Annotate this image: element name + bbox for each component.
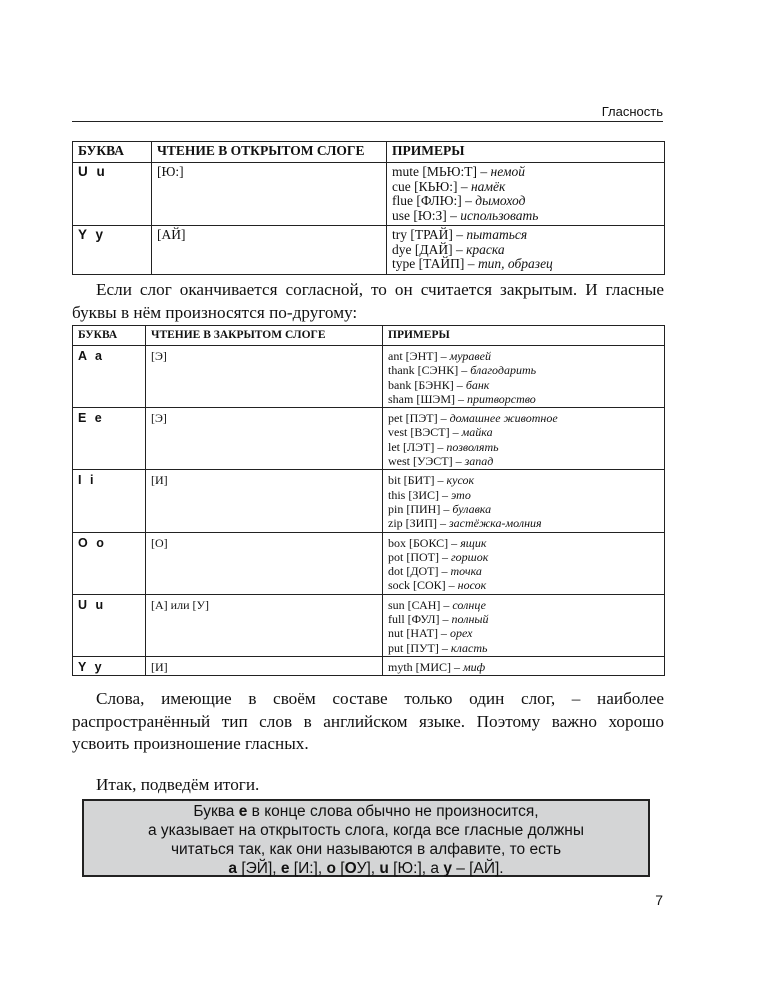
example-line xyxy=(388,564,659,578)
example-translation: притворство xyxy=(467,391,536,406)
example-translation: немой xyxy=(490,164,525,179)
open-syllable-table xyxy=(72,141,665,275)
example-word: use [Ю:З] – xyxy=(392,207,457,223)
example-word: vest [ВЭСТ] – xyxy=(388,425,459,440)
example-line xyxy=(388,516,659,530)
example-translation: благодарить xyxy=(470,363,537,378)
vowel-letter-highlight: e xyxy=(280,860,290,877)
example-word: myth [МИС] – xyxy=(388,659,460,674)
rule-text-segment: – [АЙ]. xyxy=(451,860,504,877)
example-translation: носок xyxy=(457,578,487,593)
example-word: pet [ПЭТ] – xyxy=(388,411,447,426)
page-number: 7 xyxy=(655,892,663,908)
rule-text-segment: У], xyxy=(356,860,380,877)
example-word: pin [ПИН] – xyxy=(388,501,450,516)
reading-cell: [Э] xyxy=(146,408,383,470)
example-translation: точка xyxy=(450,564,482,579)
table-row xyxy=(73,408,665,470)
closed-syllable-table xyxy=(72,325,665,676)
rule-line-4 xyxy=(84,859,648,878)
example-translation: краска xyxy=(466,241,505,257)
example-line xyxy=(388,612,659,626)
letter-cell: I i xyxy=(73,470,146,532)
example-translation: полный xyxy=(451,612,489,627)
paragraph-closed-syllable-intro: Если слог оканчивается согласной, то он считается закрытым. И гласные буквы в нём произносятся по-другому: xyxy=(72,280,664,322)
reading-cell: [И] xyxy=(146,656,383,675)
example-line xyxy=(388,392,659,406)
table-row xyxy=(73,163,665,226)
example-word: bit [БИТ] – xyxy=(388,473,444,488)
examples-cell xyxy=(387,226,665,275)
example-word: sham [ШЭМ] – xyxy=(388,391,465,406)
example-translation: миф xyxy=(463,659,486,674)
table-row xyxy=(73,226,665,275)
reading-cell: [АЙ] xyxy=(152,226,387,275)
rule-line-1: Буква e в конце слова обычно не произносится, xyxy=(193,803,539,820)
letter-cell: O o xyxy=(73,532,146,594)
example-word: sock [СОК] – xyxy=(388,578,455,593)
example-word: nut [НАТ] – xyxy=(388,626,447,641)
vowel-letter-highlight: o xyxy=(326,860,336,877)
table-header-row xyxy=(73,326,665,346)
example-translation: булавка xyxy=(452,501,492,516)
example-line xyxy=(392,257,659,272)
reading-cell: [А] или [У] xyxy=(146,594,383,656)
example-translation: намёк xyxy=(470,178,506,194)
example-translation: застёжка-молния xyxy=(449,516,542,531)
example-word: sun [САН] – xyxy=(388,597,450,612)
rule-text-segment: [И:], xyxy=(289,860,327,877)
example-word: cue [КЬЮ:] – xyxy=(392,178,468,194)
letter-cell: A a xyxy=(73,346,146,408)
table-header-row xyxy=(73,142,665,163)
letter-cell: U u xyxy=(73,594,146,656)
table-row xyxy=(73,470,665,532)
example-word: type [ТАЙП] – xyxy=(392,256,475,271)
example-line xyxy=(392,194,659,209)
example-line xyxy=(388,440,659,454)
example-word: dot [ДОТ] – xyxy=(388,564,448,579)
example-line xyxy=(392,165,659,180)
example-line xyxy=(388,578,659,592)
example-translation: использовать xyxy=(460,207,539,223)
example-line xyxy=(388,425,659,439)
example-word: full [ФУЛ] – xyxy=(388,612,449,627)
column-header-letter: БУКВА xyxy=(73,326,146,346)
example-translation: пытаться xyxy=(466,227,528,242)
example-line xyxy=(388,626,659,640)
example-line xyxy=(388,363,659,377)
example-translation: дымоход xyxy=(475,193,526,208)
example-line xyxy=(388,488,659,502)
running-head: Гласность xyxy=(601,104,663,119)
reading-cell: [Э] xyxy=(146,346,383,408)
rule-line-3: читаться так, как они называются в алфавите, то есть xyxy=(170,841,562,858)
table-row xyxy=(73,346,665,408)
paragraph-summary-intro: Итак, подведём итоги. xyxy=(96,775,260,794)
example-translation: горшок xyxy=(451,549,489,564)
column-header-examples: ПРИМЕРЫ xyxy=(387,142,665,163)
example-translation: орех xyxy=(449,626,473,641)
letter-cell: U u xyxy=(73,163,152,226)
example-word: put [ПУТ] – xyxy=(388,640,448,655)
example-line xyxy=(392,243,659,258)
example-word: this [ЗИС] – xyxy=(388,487,449,502)
example-translation: муравей xyxy=(449,349,491,363)
letter-cell: Y y xyxy=(73,226,152,275)
table-row xyxy=(73,656,665,675)
example-line xyxy=(388,473,659,487)
rule-summary-box xyxy=(82,799,650,877)
example-line xyxy=(388,349,659,363)
example-word: bank [БЭНК] – xyxy=(388,377,463,392)
examples-cell xyxy=(383,656,665,675)
example-word: mute [МЬЮ:Т] – xyxy=(392,164,488,179)
example-word: let [ЛЭТ] – xyxy=(388,439,444,454)
header-rule xyxy=(72,121,663,122)
examples-cell xyxy=(383,346,665,408)
example-line xyxy=(388,536,659,550)
examples-cell xyxy=(383,408,665,470)
example-word: flue [ФЛЮ:] – xyxy=(392,193,472,208)
example-translation: позволять xyxy=(446,439,499,454)
example-word: dye [ДАЙ] – xyxy=(392,241,463,257)
example-translation: класть xyxy=(450,640,488,655)
example-line xyxy=(388,550,659,564)
example-translation: тип, образец xyxy=(477,256,553,271)
example-line xyxy=(388,378,659,392)
example-word: zip [ЗИП] – xyxy=(388,516,446,531)
letter-cell: Y y xyxy=(73,656,146,675)
table-row xyxy=(73,532,665,594)
example-word: ant [ЭНТ] – xyxy=(388,349,447,363)
letter-cell: E e xyxy=(73,408,146,470)
example-line xyxy=(388,641,659,655)
example-word: box [БОКС] – xyxy=(388,535,458,550)
reading-cell: [И] xyxy=(146,470,383,532)
table-row xyxy=(73,594,665,656)
example-line xyxy=(392,228,659,243)
examples-cell xyxy=(387,163,665,226)
example-line xyxy=(392,180,659,195)
example-translation: ящик xyxy=(460,535,487,550)
examples-cell xyxy=(383,470,665,532)
example-line xyxy=(388,502,659,516)
examples-cell xyxy=(383,594,665,656)
example-translation: домашнее животное xyxy=(449,411,558,426)
example-translation: запад xyxy=(464,454,494,469)
example-line xyxy=(388,660,659,674)
rule-text-segment: [ xyxy=(335,860,345,877)
column-header-reading: ЧТЕНИЕ В ОТКРЫТОМ СЛОГЕ xyxy=(152,142,387,163)
example-word: pot [ПОТ] – xyxy=(388,549,448,564)
example-translation: солнце xyxy=(452,597,486,612)
vowel-letter-highlight: u xyxy=(379,860,389,877)
example-translation: майка xyxy=(461,425,493,440)
vowel-letter-highlight: a xyxy=(228,860,238,877)
example-line xyxy=(388,411,659,425)
example-translation: кусок xyxy=(446,473,475,488)
letter-e-highlight: e xyxy=(238,803,248,820)
vowel-letter-highlight: y xyxy=(443,860,452,877)
vowel-letter-highlight: О xyxy=(344,860,357,877)
example-line xyxy=(392,209,659,224)
reading-cell: [О] xyxy=(146,532,383,594)
reading-cell: [Ю:] xyxy=(152,163,387,226)
example-word: thank [СЭНК] – xyxy=(388,363,468,378)
example-translation: это xyxy=(451,487,471,502)
examples-cell xyxy=(383,532,665,594)
example-word: try [ТРАЙ] – xyxy=(392,227,464,242)
example-line xyxy=(388,454,659,468)
example-translation: банк xyxy=(465,377,490,392)
column-header-reading: ЧТЕНИЕ В ЗАКРЫТОМ СЛОГЕ xyxy=(146,326,383,346)
rule-text-segment: [ЭЙ], xyxy=(237,860,281,877)
example-word: west [УЭСТ] – xyxy=(388,454,462,469)
column-header-examples: ПРИМЕРЫ xyxy=(383,326,665,346)
rule-line-2: а указывает на открытость слога, когда все гласные должны xyxy=(147,822,585,839)
paragraph-one-syllable-words: Слова, имеющие в своём составе только один слог, – наиболее распространённый тип слов в английском языке. Поэтому важно хорошо усвоить произношение гласных. xyxy=(72,689,664,753)
column-header-letter: БУКВА xyxy=(73,142,152,163)
example-line xyxy=(388,598,659,612)
rule-text-segment: [Ю:], а xyxy=(388,860,444,877)
